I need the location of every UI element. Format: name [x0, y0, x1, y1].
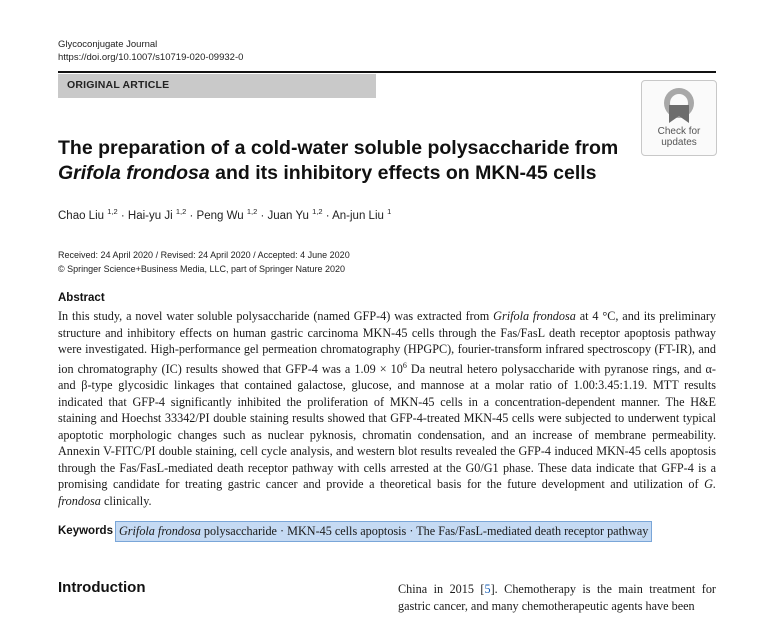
keywords-selection[interactable]: Grifola frondosa polysaccharide · MKN-45 cells apoptosis · The Fas/FasL-mediated death receptor pathway — [115, 521, 652, 542]
author[interactable]: Juan Yu $^{1,2}$ — [267, 207, 323, 222]
title-text-1: The preparation of a cold-water soluble polysaccharide from — [58, 137, 619, 159]
author-list: Chao Liu $^{1,2}$ · Hai-yu Ji $^{1,2}$ · Peng Wu $^{1,2}$ · Juan Yu $^{1,2}$ · An-jun Liu $^1$ — [58, 207, 392, 222]
keyword-1-rest: polysaccharide — [200, 524, 277, 538]
title-species: Grifola frondosa — [58, 162, 210, 184]
check-for-updates-icon — [663, 87, 695, 125]
keyword-3: The Fas/FasL-mediated death receptor pathway — [416, 524, 649, 538]
introduction-heading: Introduction — [58, 579, 146, 596]
doi-link[interactable]: https://doi.org/10.1007/s10719-020-09932-0 — [58, 52, 244, 63]
reference-link[interactable]: 5 — [484, 582, 491, 596]
keyword-2: MKN-45 cells apoptosis — [287, 524, 407, 538]
article-type-bar — [58, 74, 376, 98]
header-rule — [58, 71, 716, 73]
abstract-body: In this study, a novel water soluble polysaccharide (named GFP-4) was extracted from Grifola frondosa at 4 °C, and its preliminary structure and inhibitory effects on human gastric carcinoma MKN-45 cells through the Fas/FasL death receptor apoptosis pathway were investigated. High-performance gel permeation chromatography (HPGPC), fourier-transform infrared spectroscopy (FT-IR), and ion chromatography (IC) results showed that GFP-4 was a $1.09 \times 10^6$ Da neutral hetero polysaccharide with pyranose rings, and α- and β-type glycosidic linkages that contained galactose, glucose, and mannose at a molar ratio of 1.00:3.45:1.19. MTT results indicated that GFP-4 significantly inhibited the proliferation of MKN-45 cells in a concentration-dependent manner. The H&E staining and Hoechst 33342/PI double staining results showed that GFP-4-treated MKN-45 cells were subjected to underwent typical apoptotic morphologic changes such as nuclear pyknosis, chromatin condensation, and an increase of membrane permeability. Annexin V-FITC/PI double staining, cell cycle analysis, and western blot results revealed the GFP-4 induced MKN-45 cells apoptosis through the Fas/FasL-mediated death receptor pathway with cells arrested at the G0/G1 phase. These data indicate that GFP-4 is a promising candidate for treating gastric cancer and provide a theoretical basis for the future development and utilization of G. frondosa clinically. — [58, 309, 717, 508]
badge-line1: Check for — [657, 126, 701, 137]
author[interactable]: Peng Wu $^{1,2}$ — [196, 207, 258, 222]
article-title — [58, 136, 668, 186]
abstract-heading: Abstract — [58, 292, 105, 304]
keyword-species: Grifola frondosa — [119, 524, 201, 538]
title-text-2: and its inhibitory effects on MKN-45 cells — [209, 162, 597, 184]
copyright-line: © Springer Science+Business Media, LLC, part of Springer Nature 2020 — [58, 264, 346, 274]
article-type-label: ORIGINAL ARTICLE — [67, 79, 170, 91]
author[interactable]: An-jun Liu $^1$ — [332, 207, 392, 222]
author[interactable]: Chao Liu $^{1,2}$ — [58, 207, 118, 222]
keywords-label: Keywords — [58, 525, 113, 537]
introduction-column-2: China in 2015 [5]. Chemotherapy is the main treatment for gastric cancer, and many chemotherapeutic agents have been — [398, 582, 716, 613]
history-dates: Received: 24 April 2020 / Revised: 24 April 2020 / Accepted: 4 June 2020 — [58, 250, 350, 260]
badge-line2: updates — [661, 137, 697, 148]
publication-dates — [58, 248, 350, 276]
author[interactable]: Hai-yu Ji $^{1,2}$ — [127, 207, 187, 222]
journal-header — [58, 38, 243, 64]
journal-name: Glycoconjugate Journal — [58, 39, 158, 50]
